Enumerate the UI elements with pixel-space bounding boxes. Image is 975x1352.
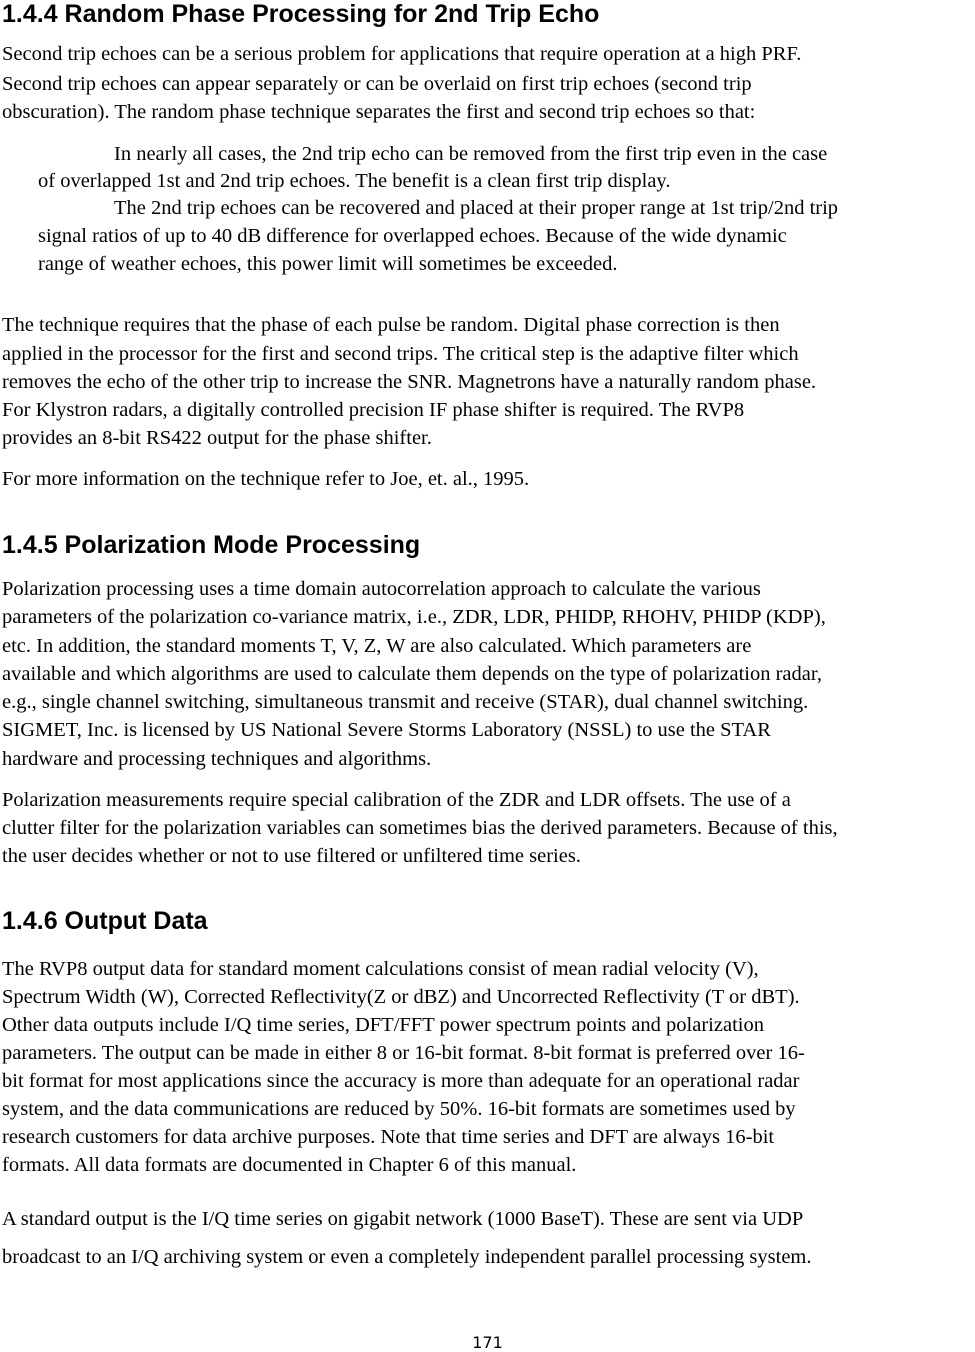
body-line: A standard output is the I/Q time series on gigabit network (1000 BaseT). These are sent via UDP bbox=[2, 1208, 804, 1230]
body-line: broadcast to an I/Q archiving system or even a completely independent parallel processing system. bbox=[2, 1246, 812, 1268]
bullet-line: range of weather echoes, this power limit will sometimes be exceeded. bbox=[38, 253, 618, 275]
body-line: etc. In addition, the standard moments T, V, Z, W are also calculated. Which parameters are bbox=[2, 635, 752, 657]
body-line: Polarization processing uses a time domain autocorrelation approach to calculate the various bbox=[2, 578, 761, 600]
body-line: hardware and processing techniques and algorithms. bbox=[2, 748, 432, 770]
body-line: The technique requires that the phase of each pulse be random. Digital phase correction is then bbox=[2, 314, 780, 336]
page-number: 171 bbox=[472, 1333, 503, 1352]
intro-line: Second trip echoes can be a serious problem for applications that require operation at a high PRF. bbox=[2, 43, 802, 65]
body-line: available and which algorithms are used to calculate them depends on the type of polarization radar, bbox=[2, 663, 823, 685]
section-heading-polarization: 1.4.5 Polarization Mode Processing bbox=[2, 531, 421, 559]
body-line: clutter filter for the polarization variables can sometimes bias the derived parameters. Because of this, bbox=[2, 817, 838, 839]
body-line: Spectrum Width (W), Corrected Reflectivity(Z or dBZ) and Uncorrected Reflectivity (T or dBT). bbox=[2, 986, 800, 1008]
body-line: parameters. The output can be made in either 8 or 16-bit format. 8-bit format is preferred over 16- bbox=[2, 1042, 805, 1064]
section-heading-output-data: 1.4.6 Output Data bbox=[2, 907, 208, 935]
bullet-line: In nearly all cases, the 2nd trip echo can be removed from the first trip even in the case bbox=[114, 143, 828, 165]
section-heading-random-phase: 1.4.4 Random Phase Processing for 2nd Trip Echo bbox=[2, 0, 600, 28]
reference-line: For more information on the technique refer to Joe, et. al., 1995. bbox=[2, 468, 530, 490]
body-line: SIGMET, Inc. is licensed by US National Severe Storms Laboratory (NSSL) to use the STAR bbox=[2, 719, 771, 741]
bullet-line: The 2nd trip echoes can be recovered and placed at their proper range at 1st trip/2nd trip bbox=[114, 197, 839, 219]
body-line: Polarization measurements require special calibration of the ZDR and LDR offsets. The use of a bbox=[2, 789, 791, 811]
body-line: research customers for data archive purposes. Note that time series and DFT are always 16-bit bbox=[2, 1126, 775, 1148]
body-line: Other data outputs include I/Q time series, DFT/FFT power spectrum points and polarization bbox=[2, 1014, 764, 1036]
body-line: formats. All data formats are documented in Chapter 6 of this manual. bbox=[2, 1154, 577, 1176]
intro-line: Second trip echoes can appear separately or can be overlaid on first trip echoes (second trip bbox=[2, 73, 752, 95]
body-line: provides an 8-bit RS422 output for the phase shifter. bbox=[2, 427, 432, 449]
body-line: applied in the processor for the first and second trips. The critical step is the adaptive filter which bbox=[2, 343, 799, 365]
body-line: system, and the data communications are reduced by 50%. 16-bit formats are sometimes used by bbox=[2, 1098, 796, 1120]
bullet-line: of overlapped 1st and 2nd trip echoes. The benefit is a clean first trip display. bbox=[38, 170, 671, 192]
body-line: bit format for most applications since the accuracy is more than adequate for an operational radar bbox=[2, 1070, 800, 1092]
body-line: parameters of the polarization co-variance matrix, i.e., ZDR, LDR, PHIDP, RHOHV, PHIDP (KDP), bbox=[2, 606, 826, 628]
body-line: e.g., single channel switching, simultaneous transmit and receive (STAR), dual channel switching. bbox=[2, 691, 809, 713]
body-line: the user decides whether or not to use filtered or unfiltered time series. bbox=[2, 845, 581, 867]
intro-line: obscuration). The random phase technique separates the first and second trip echoes so that: bbox=[2, 101, 756, 123]
body-line: For Klystron radars, a digitally controlled precision IF phase shifter is required. The RVP8 bbox=[2, 399, 745, 421]
bullet-line: signal ratios of up to 40 dB difference for overlapped echoes. Because of the wide dynamic bbox=[38, 225, 787, 247]
body-line: removes the echo of the other trip to increase the SNR. Magnetrons have a naturally random phase. bbox=[2, 371, 817, 393]
body-line: The RVP8 output data for standard moment calculations consist of mean radial velocity (V), bbox=[2, 958, 759, 980]
